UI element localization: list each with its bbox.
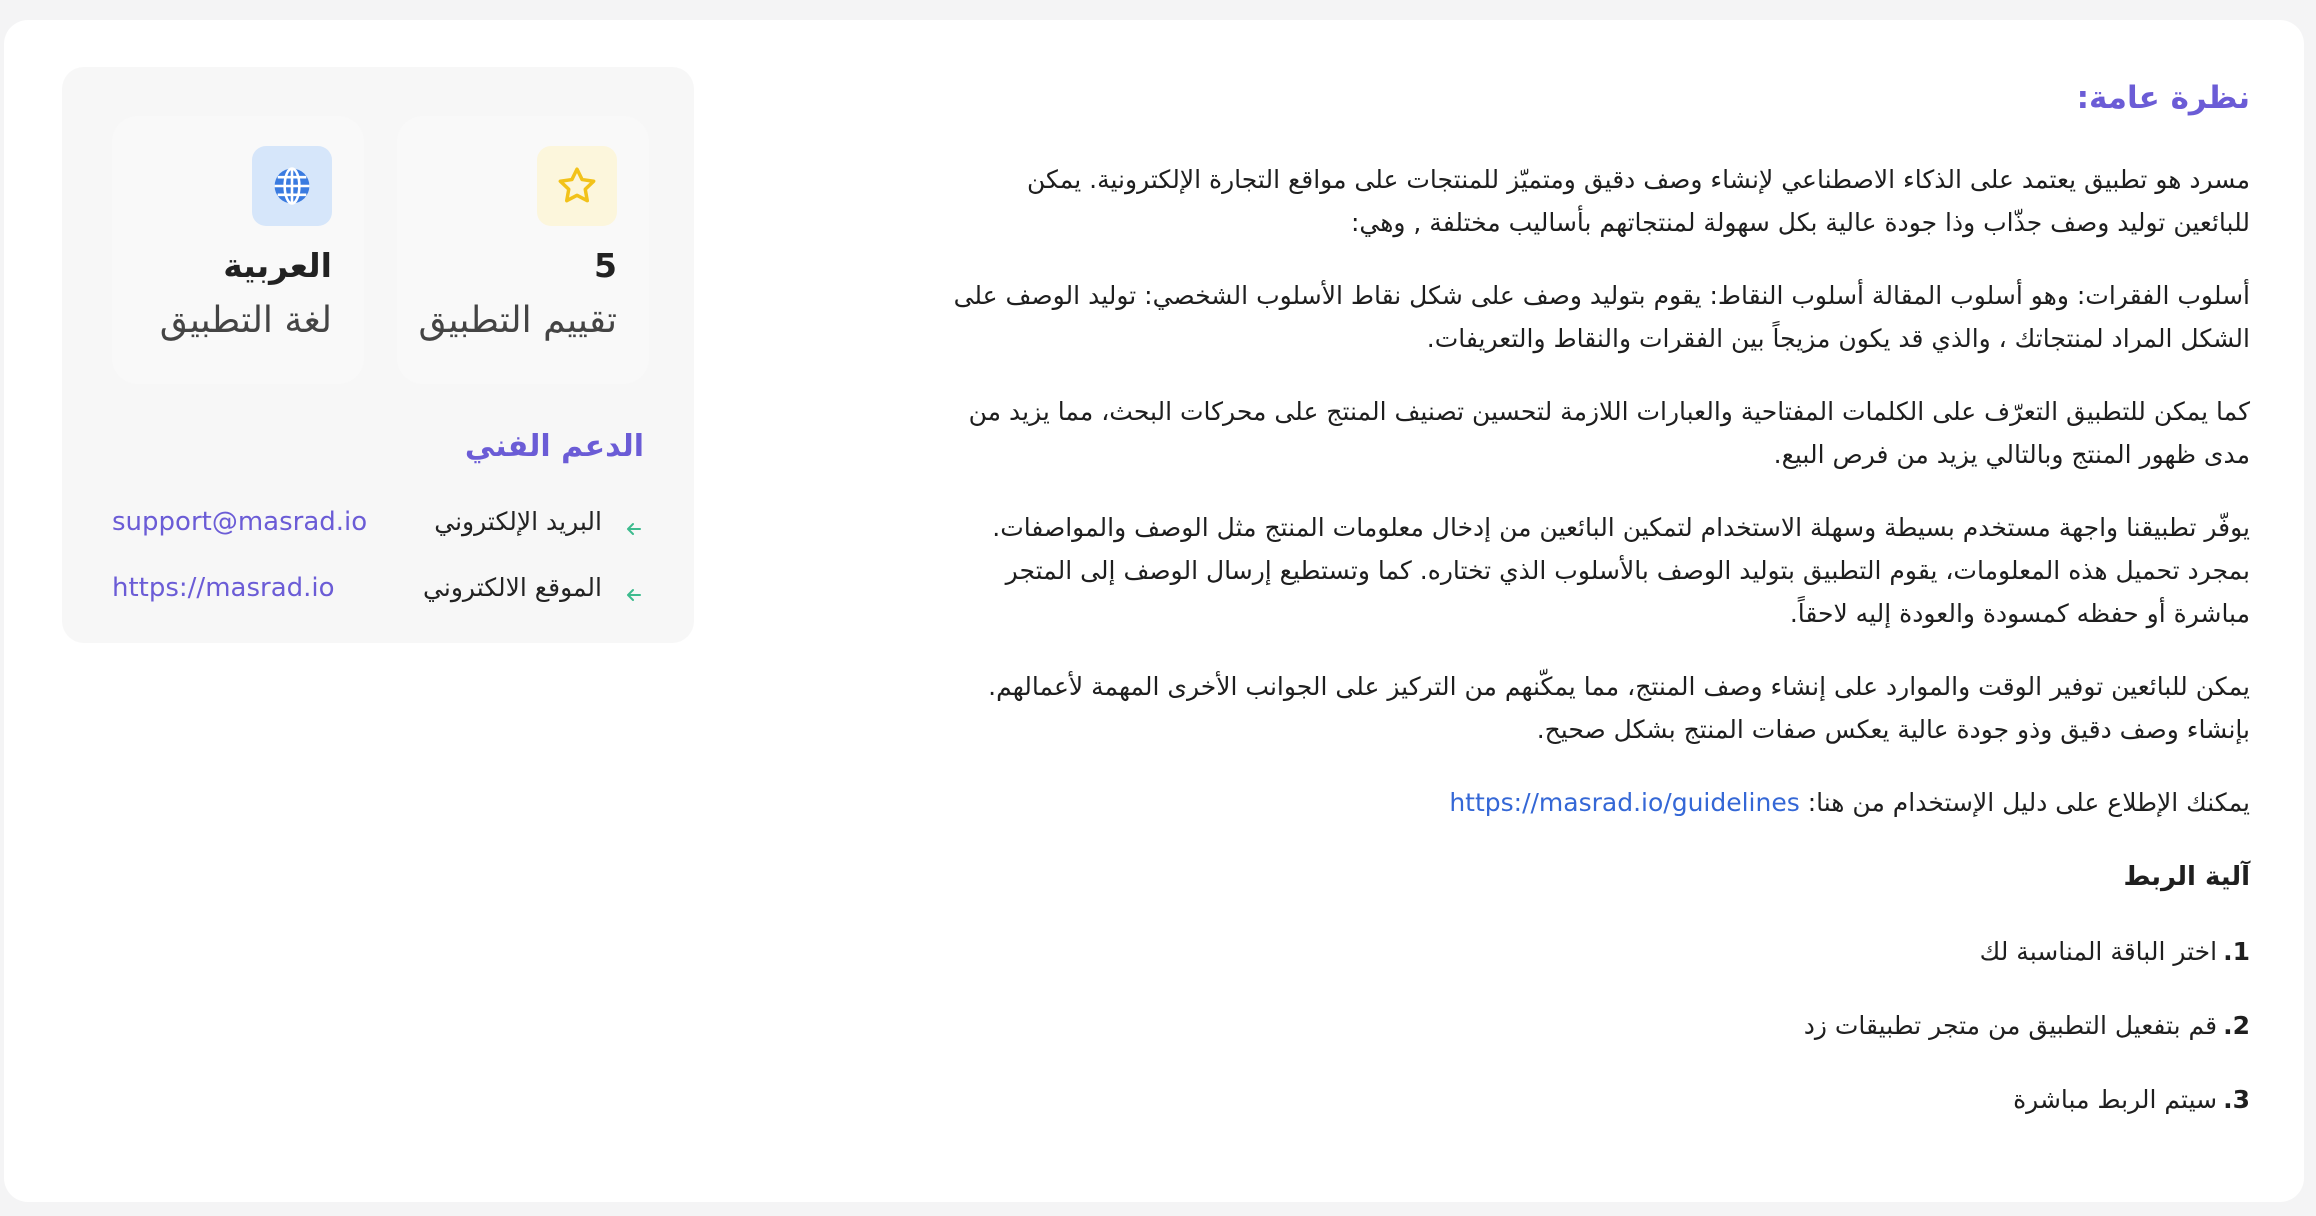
language-label: لغة التطبيق bbox=[159, 300, 332, 341]
overview-paragraph: يمكن للبائعين توفير الوقت والموارد على إنشاء وصف المنتج، مما يمكّنهم من التركيز على الجوانب الأخرى المهمة لأعمالهم. بإنشاء وصف دقيق وذو جودة عالية يعكس صفات المنتج بشكل صحيح. bbox=[988, 672, 2250, 744]
guide-link[interactable]: https://masrad.io/guidelines bbox=[1449, 788, 1800, 817]
overview-paragraph: كما يمكن للتطبيق التعرّف على الكلمات المفتاحية والعبارات اللازمة لتحسين تصنيف المنتج على محركات البحث، مما يزيد من مدى ظهور المنتج وبالتالي يزيد من فرص البيع. bbox=[968, 397, 2250, 469]
support-title: الدعم الفني bbox=[464, 429, 644, 464]
step-item bbox=[950, 1078, 2250, 1121]
guide-text: يمكنك الإطلاع على دليل الإستخدام من هنا: bbox=[1807, 788, 2250, 817]
overview-paragraph: أسلوب الفقرات: وهو أسلوب المقالة أسلوب النقاط: يقوم بتوليد وصف على شكل نقاط الأسلوب الشخصي: توليد الوصف على الشكل المراد لمنتجاتك ، والذي قد يكون مزيجاً بين الفقرات والنقاط والتعريفات. bbox=[953, 281, 2250, 353]
step-item bbox=[950, 930, 2250, 973]
email-label: البريد الإلكتروني bbox=[434, 507, 602, 536]
rating-value: 5 bbox=[594, 246, 617, 285]
website-label: الموقع الالكتروني bbox=[423, 573, 602, 602]
globe-icon bbox=[252, 146, 332, 226]
app-details-card bbox=[4, 20, 2304, 1202]
arrow-left-icon bbox=[624, 585, 644, 605]
rating-label: تقييم التطبيق bbox=[418, 300, 617, 341]
info-sidebar bbox=[62, 67, 694, 643]
arrow-left-icon bbox=[624, 519, 644, 539]
language-value: العربية bbox=[223, 246, 332, 285]
guide-line bbox=[950, 781, 2250, 824]
overview-title: نظرة عامة: bbox=[2076, 80, 2250, 116]
step-number: 3. bbox=[2223, 1085, 2250, 1114]
overview-section bbox=[950, 68, 2250, 1152]
step-number: 1. bbox=[2223, 937, 2250, 966]
website-row bbox=[112, 573, 644, 613]
step-text: اختر الباقة المناسبة لك bbox=[1979, 937, 2218, 966]
mechanism-title: آلية الربط bbox=[2123, 862, 2250, 892]
email-row bbox=[112, 507, 644, 547]
website-link[interactable]: https://masrad.io bbox=[112, 573, 335, 603]
step-text: سيتم الربط مباشرة bbox=[2013, 1085, 2218, 1114]
email-link[interactable]: support@masrad.io bbox=[112, 507, 368, 537]
step-text: قم بتفعيل التطبيق من متجر تطبيقات زد bbox=[1803, 1011, 2218, 1040]
step-number: 2. bbox=[2223, 1011, 2250, 1040]
step-item bbox=[950, 1004, 2250, 1047]
rating-stat-card bbox=[397, 116, 649, 384]
overview-paragraph: مسرد هو تطبيق يعتمد على الذكاء الاصطناعي لإنشاء وصف دقيق ومتميّز للمنتجات على مواقع التجارة الإلكترونية. يمكن للبائعين توليد وصف جذّاب وذا جودة عالية بكل سهولة لمنتجاتهم بأساليب مختلفة , وهي: bbox=[1026, 165, 2250, 237]
language-stat-card bbox=[112, 116, 364, 384]
overview-paragraph: يوفّر تطبيقنا واجهة مستخدم بسيطة وسهلة الاستخدام لتمكين البائعين من إدخال معلومات المنتج مثل الوصف والمواصفات. بمجرد تحميل هذه المعلومات، يقوم التطبيق بتوليد الوصف بالأسلوب الذي تختاره. كما وتستطيع إرسال الوصف إلى المتجر مباشرة أو حفظه كمسودة والعودة إليه لاحقاً. bbox=[992, 513, 2250, 628]
star-icon bbox=[537, 146, 617, 226]
